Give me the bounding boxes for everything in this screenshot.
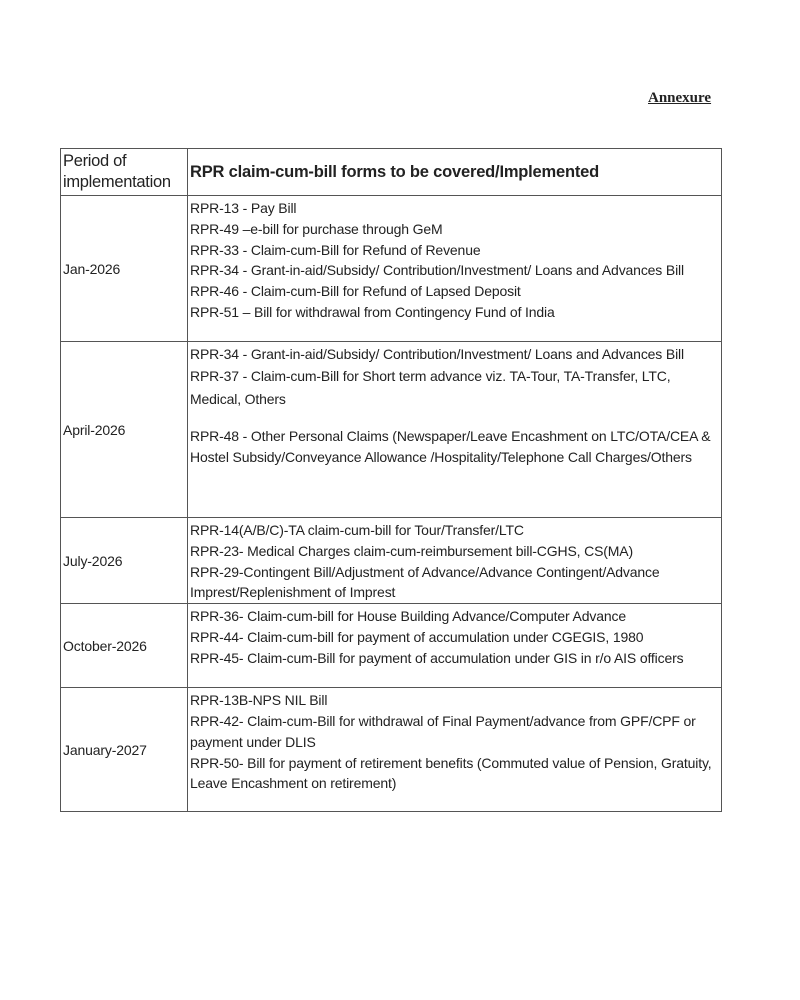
- table-row: [61, 518, 722, 604]
- table-row: [61, 688, 722, 812]
- form-item: RPR-42- Claim-cum-Bill for withdrawal of Final Payment/advance from GPF/CPF or payment under DLIS: [190, 712, 696, 750]
- form-item: RPR-14(A/B/C)-TA claim-cum-bill for Tour/Transfer/LTC: [190, 522, 524, 538]
- form-item: RPR-46 - Claim-cum-Bill for Refund of Lapsed Deposit: [190, 283, 521, 300]
- header-forms: RPR claim-cum-bill forms to be covered/Implemented: [188, 149, 722, 196]
- table-row: [61, 196, 722, 342]
- form-item: RPR-36- Claim-cum-bill for House Building Advance/Computer Advance: [190, 608, 626, 625]
- forms-cell: [188, 342, 722, 518]
- annexure-title: Annexure: [648, 90, 712, 106]
- form-item: RPR-45- Claim-cum-Bill for payment of accumulation under GIS in r/o AIS officers: [190, 649, 684, 666]
- forms-cell: [188, 604, 722, 688]
- table-header-row: [61, 149, 722, 196]
- form-item: RPR-50- Bill for payment of retirement benefits (Commuted value of Pension, Gratuity, Leave Encashment on retirement): [190, 754, 712, 792]
- form-item: RPR-44- Claim-cum-bill for payment of accumulation under CGEGIS, 1980: [190, 628, 644, 645]
- form-item: RPR-48 - Other Personal Claims (Newspaper/Leave Encashment on LTC/OTA/CEA & Hostel Subsidy/Conveyance Allowance /Hospitality/Telephone Call Charges/Others: [190, 427, 711, 465]
- form-item: RPR-51 – Bill for withdrawal from Contingency Fund of India: [190, 303, 555, 320]
- period-cell: April-2026: [61, 342, 188, 518]
- form-item: RPR-13 - Pay Bill: [190, 200, 297, 216]
- forms-cell: [188, 518, 722, 604]
- header-period: Period of implementation: [61, 149, 188, 196]
- forms-cell: [188, 688, 722, 812]
- forms-cell: [188, 196, 722, 342]
- form-item: RPR-49 –e-bill for purchase through GeM: [190, 220, 443, 237]
- period-cell: October-2026: [61, 604, 188, 688]
- period-cell: January-2027: [61, 688, 188, 812]
- table-row: [61, 342, 722, 518]
- form-item: RPR-34 - Grant-in-aid/Subsidy/ Contribution/Investment/ Loans and Advances Bill: [190, 262, 684, 279]
- form-item: RPR-34 - Grant-in-aid/Subsidy/ Contribution/Investment/ Loans and Advances Bill: [190, 346, 684, 362]
- implementation-schedule-table: [60, 148, 722, 812]
- form-item: RPR-37 - Claim-cum-Bill for Short term advance viz. TA-Tour, TA-Transfer, LTC, Medical, Others: [190, 367, 671, 407]
- period-cell: Jan-2026: [61, 196, 188, 342]
- form-item: RPR-33 - Claim-cum-Bill for Refund of Revenue: [190, 241, 481, 258]
- table-row: [61, 604, 722, 688]
- form-item: RPR-23- Medical Charges claim-cum-reimbursement bill-CGHS, CS(MA): [190, 542, 634, 559]
- form-item: RPR-13B-NPS NIL Bill: [190, 692, 328, 709]
- period-cell: July-2026: [61, 518, 188, 604]
- form-item: RPR-29-Contingent Bill/Adjustment of Advance/Advance Contingent/Advance Imprest/Replenishment of Imprest: [190, 563, 660, 601]
